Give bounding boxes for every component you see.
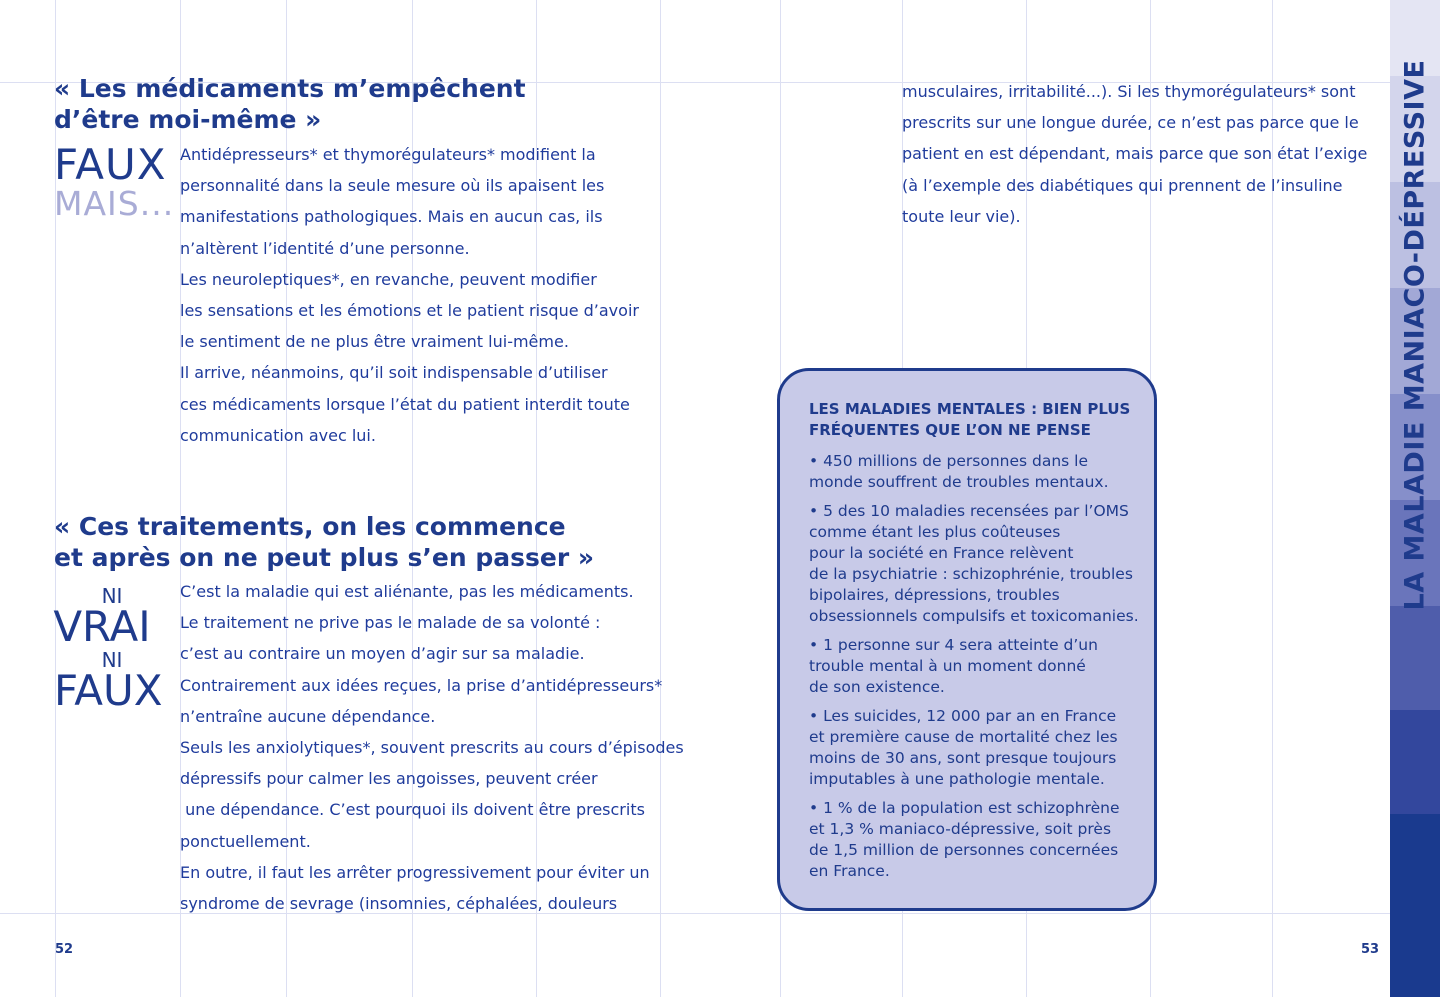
verdict-ni: NI bbox=[101, 648, 123, 672]
item-line: monde souffrent de troubles mentaux. bbox=[809, 473, 1109, 491]
page-number-left: 52 bbox=[55, 942, 74, 957]
item-line: de la psychiatrie : schizophrénie, troubles bbox=[809, 565, 1133, 583]
item-line: • 450 millions de personnes dans le bbox=[809, 452, 1089, 470]
body-line: Il arrive, néanmoins, qu’il soit indispensable d’utiliser bbox=[180, 363, 608, 383]
body-line: Antidépresseurs* et thymorégulateurs* modifient la bbox=[180, 145, 596, 164]
verdict-mais: MAIS... bbox=[54, 184, 175, 223]
item-line: et première cause de mortalité chez les bbox=[809, 728, 1118, 746]
item-line: pour la société en France relèvent bbox=[809, 544, 1074, 562]
info-box bbox=[777, 368, 1157, 911]
item-line: • 5 des 10 maladies recensées par l’OMS bbox=[809, 502, 1129, 520]
sidebar-band bbox=[1390, 710, 1440, 814]
quote-line: et après on ne peut plus s’en passer » bbox=[54, 543, 595, 572]
item-line: en France. bbox=[809, 862, 890, 880]
sidebar-band bbox=[1390, 606, 1440, 710]
body-line: n’altèrent l’identité d’une personne. bbox=[180, 238, 470, 258]
page-number-right: 53 bbox=[1361, 942, 1380, 957]
item-line: bipolaires, dépressions, troubles bbox=[809, 586, 1060, 604]
item-line: • Les suicides, 12 000 par an en France bbox=[809, 707, 1117, 725]
info-box-item bbox=[809, 451, 1140, 493]
body-line: Contrairement aux idées reçues, la prise d’antidépresseurs* bbox=[180, 675, 663, 695]
info-box-item bbox=[809, 635, 1140, 698]
body-line: c’est au contraire un moyen d’agir sur sa maladie. bbox=[180, 644, 585, 664]
item-line: de 1,5 million de personnes concernées bbox=[809, 841, 1119, 859]
body-line: communication avec lui. bbox=[180, 425, 376, 445]
body-line: prescrits sur une longue durée, ce n’est pas parce que le bbox=[902, 113, 1359, 133]
sidebar-band bbox=[1390, 920, 1440, 997]
quote-heading-2 bbox=[54, 511, 594, 573]
item-line: imputables à une pathologie mentale. bbox=[809, 770, 1105, 788]
item-line: • 1 % de la population est schizophrène bbox=[809, 799, 1120, 817]
section2-body bbox=[180, 576, 700, 919]
verdict-vrai: VRAI bbox=[53, 602, 151, 651]
body-line: ces médicaments lorsque l’état du patient interdit toute bbox=[180, 394, 630, 414]
body-line: C’est la maladie qui est aliénante, pas les médicaments. bbox=[180, 582, 634, 601]
body-line: dépressifs pour calmer les angoisses, peuvent créer bbox=[180, 769, 598, 789]
body-line: les sensations et les émotions et le patient risque d’avoir bbox=[180, 301, 639, 321]
item-line: de son existence. bbox=[809, 678, 945, 696]
verdict-faux: FAUX bbox=[54, 666, 163, 715]
section1-body bbox=[180, 139, 700, 451]
body-line: une dépendance. C’est pourquoi ils doivent être prescrits bbox=[180, 800, 645, 820]
quote-line: d’être moi-même » bbox=[54, 105, 322, 134]
sidebar-band bbox=[1390, 814, 1440, 920]
body-line: syndrome de sevrage (insomnies, céphalées, douleurs bbox=[180, 894, 618, 914]
body-line: En outre, il faut les arrêter progressivement pour éviter un bbox=[180, 862, 650, 882]
chapter-title: LA MALADIE MANIACO-DÉPRESSIVE bbox=[1399, 59, 1431, 611]
continued-text bbox=[902, 76, 1368, 232]
item-line: moins de 30 ans, sont presque toujours bbox=[809, 749, 1117, 767]
title-line: FRÉQUENTES QUE L’ON NE PENSE bbox=[809, 421, 1091, 439]
body-line: le sentiment de ne plus être vraiment lui-même. bbox=[180, 332, 569, 352]
body-line: patient en est dépendant, mais parce que son état l’exige bbox=[902, 144, 1368, 164]
body-line: personnalité dans la seule mesure où ils apaisent les bbox=[180, 176, 605, 196]
quote-heading-1 bbox=[54, 73, 526, 135]
body-line: n’entraîne aucune dépendance. bbox=[180, 706, 436, 726]
body-line: toute leur vie). bbox=[902, 206, 1021, 226]
body-line: Les neuroleptiques*, en revanche, peuvent modifier bbox=[180, 269, 597, 289]
body-line: Le traitement ne prive pas le malade de sa volonté : bbox=[180, 613, 601, 633]
body-line: ponctuellement. bbox=[180, 831, 311, 851]
info-box-item bbox=[809, 501, 1140, 627]
body-line: Seuls les anxiolytiques*, souvent prescrits au cours d’épisodes bbox=[180, 738, 684, 758]
info-box-item bbox=[809, 706, 1140, 790]
info-box-item bbox=[809, 798, 1140, 882]
title-line: LES MALADIES MENTALES : BIEN PLUS bbox=[809, 400, 1131, 418]
body-line: manifestations pathologiques. Mais en aucun cas, ils bbox=[180, 207, 603, 227]
item-line: trouble mental à un moment donné bbox=[809, 657, 1086, 675]
verdict-ni: NI bbox=[101, 584, 123, 608]
item-line: • 1 personne sur 4 sera atteinte d’un bbox=[809, 636, 1098, 654]
quote-line: « Ces traitements, on les commence bbox=[54, 512, 566, 541]
quote-line: « Les médicaments m’empêchent bbox=[54, 74, 526, 103]
body-line: musculaires, irritabilité...). Si les thymorégulateurs* sont bbox=[902, 82, 1356, 101]
verdict-faux: FAUX bbox=[54, 140, 167, 189]
item-line: obsessionnels compulsifs et toxicomanies. bbox=[809, 607, 1139, 625]
body-line: (à l’exemple des diabétiques qui prennent de l’insuline bbox=[902, 175, 1343, 195]
item-line: comme étant les plus coûteuses bbox=[809, 523, 1061, 541]
info-box-title bbox=[809, 399, 1140, 441]
item-line: et 1,3 % maniaco-dépressive, soit près bbox=[809, 820, 1112, 838]
